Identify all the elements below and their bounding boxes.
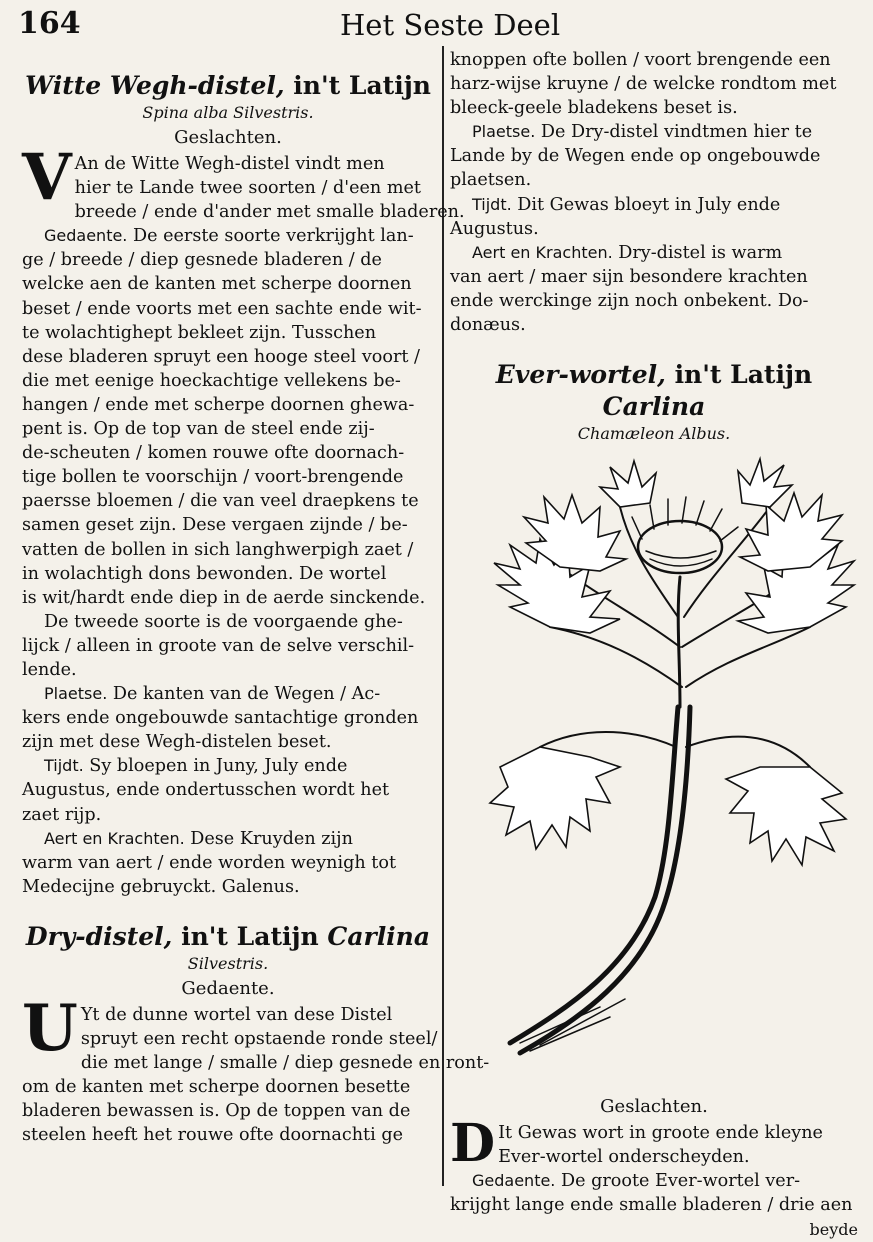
- page-header: [0, 4, 873, 44]
- paragraph-tijdt: [450, 193, 858, 241]
- paragraph-plaetse: [450, 120, 858, 192]
- catchword: beyde: [809, 1219, 858, 1239]
- subheading-gedaente: Gedaente.: [181, 977, 275, 999]
- paragraph-intro: [22, 140, 465, 224]
- text-line: samen geset zijn. Dese vergaen zijnde / be-: [22, 515, 408, 536]
- text-line: om de kanten met scherpe doornen besette: [22, 1077, 411, 1098]
- text-line: It Gewas wort in groote ende kleyne: [498, 1123, 823, 1144]
- paragraph-gedaente: [450, 1169, 858, 1217]
- text-line: bleeck-geele bladekens beset is.: [450, 98, 738, 119]
- text-line: vatten de bollen in sich langhwerpigh zaet /: [22, 539, 414, 560]
- paragraph-aert: [22, 827, 434, 899]
- text-line: welcke aen de kanten met scherpe doornen: [22, 274, 412, 295]
- label-tijdt: Tijdt.: [472, 194, 512, 214]
- text-line: Augustus, ende ondertusschen wordt het: [22, 780, 390, 801]
- drop-cap: D: [450, 1113, 496, 1175]
- paragraph-plaetse: [22, 682, 434, 754]
- text-line: lende.: [22, 659, 77, 680]
- text-line: Lande by de Wegen ende op ongebouwde: [450, 146, 821, 167]
- drop-cap: V: [22, 140, 72, 215]
- text-line: donæus.: [450, 315, 526, 336]
- text-line: ende werckinge zijn noch onbekent. Do-: [450, 290, 809, 311]
- text-line: Aert en Krachten. Dese Kruyden zijn: [44, 828, 353, 849]
- text-line: Yt de dunne wortel van dese Distel: [80, 1004, 393, 1025]
- subheading-geslachten: Geslachten.: [174, 127, 282, 148]
- text-line: spruyt een recht opstaende ronde steel/: [80, 1029, 438, 1049]
- text-line: knoppen ofte bollen / voort brengende een: [450, 50, 831, 70]
- paragraph-continuation: [450, 48, 858, 120]
- label-plaetse: Plaetse.: [472, 122, 536, 142]
- text-line: Plaetse. De kanten van de Wegen / Ac-: [44, 684, 381, 705]
- text-line: zaet rijp.: [22, 804, 102, 825]
- latin-name: Spina alba Silvestris.: [142, 103, 314, 122]
- text-line: lijck / alleen in groote van de selve verschil-: [22, 635, 415, 656]
- text-line: Gedaente. De eerste soorte verkrijght lan-: [44, 226, 414, 247]
- text-line: beset / ende voorts met een sachte ende wit-: [22, 298, 422, 319]
- text-line: hier te Lande twee soorten / d'een met: [74, 178, 421, 199]
- text-line: tige bollen te voorschijn / voort-brengende: [22, 467, 404, 488]
- section-title-ever-wortel: Ever-wortel, in't Latijn Carlina: [495, 360, 813, 422]
- latin-name: Chamæleon Albus.: [577, 424, 731, 444]
- text-line: paersse bloemen / die van veel draepkens te: [22, 491, 419, 512]
- text-line: warm van aert / ende worden weynigh tot: [22, 852, 397, 873]
- text-line: bladeren bewassen is. Op de toppen van de: [22, 1101, 411, 1122]
- text-line: krijght lange ende smalle bladeren / drie aen: [450, 1195, 853, 1216]
- text-line: zijn met dese Wegh-distelen beset.: [22, 732, 332, 753]
- plant-woodcut-illustration: [450, 447, 858, 1087]
- text-line: plaetsen.: [450, 170, 532, 191]
- subheading-geslachten: Geslachten.: [600, 1096, 708, 1118]
- text-line: is wit/hardt ende diep in de aerde sinckende.: [22, 587, 426, 608]
- text-line: An de Witte Wegh-distel vindt men: [74, 154, 385, 174]
- label-aert: Aert en Krachten.: [44, 828, 185, 848]
- text-line: Tijdt. Dit Gewas bloeyt in July ende: [472, 194, 781, 215]
- text-line: dese bladeren spruyt een hooge steel voort /: [22, 346, 420, 367]
- text-line: Medecijne gebruyckt. Galenus.: [22, 876, 300, 897]
- text-line: de-scheuten / komen rouwe ofte doornach-: [22, 443, 405, 464]
- section-title-dry-distel: Dry-distel, in't Latijn Carlina: [25, 921, 431, 951]
- drop-cap: U: [22, 990, 78, 1066]
- text-line: Ever-wortel onderscheyden.: [498, 1147, 750, 1168]
- text-line: De tweede soorte is de voorgaende ghe-: [44, 611, 403, 632]
- text-line: in wolachtigh dons bewonden. De wortel: [22, 563, 387, 584]
- text-line: harz-wijse kruyne / de welcke rondtom met: [450, 74, 837, 95]
- text-line: ge / breede / diep gesnede bladeren / de: [22, 250, 382, 271]
- paragraph-dry-distel-intro: [22, 990, 490, 1148]
- text-line: pent is. Op de top van de steel ende zij-: [22, 419, 375, 440]
- text-line: die met lange / smalle / diep gesnede en ront-: [80, 1053, 490, 1074]
- latin-name: Silvestris.: [187, 953, 269, 973]
- text-line: hangen / ende met scherpe doornen ghewa-: [22, 394, 415, 415]
- paragraph-tijdt: [22, 754, 434, 826]
- page-number: 164: [18, 6, 81, 41]
- paragraph-ever-wortel-intro: [450, 1113, 858, 1175]
- paragraph-gedaente: [22, 224, 434, 610]
- label-tijdt: Tijdt.: [44, 756, 84, 776]
- text-line: die met eenige hoeckachtige vellekens be-: [22, 370, 401, 391]
- text-line: steelen heeft het rouwe ofte doornachti ge: [22, 1125, 404, 1146]
- text-line: Augustus.: [450, 218, 539, 239]
- label-plaetse: Plaetse.: [44, 684, 108, 704]
- label-gedaente: Gedaente.: [44, 226, 128, 246]
- section-title-witte-wegh-distel: Witte Wegh-distel, in't Latijn: [25, 71, 431, 100]
- text-line: Gedaente. De groote Ever-wortel ver-: [472, 1171, 801, 1192]
- label-aert: Aert en Krachten.: [472, 242, 613, 262]
- paragraph-aert: [450, 241, 858, 337]
- text-line: Plaetse. De Dry-distel vindtmen hier te: [472, 122, 813, 143]
- text-line: te wolachtighept bekleet zijn. Tusschen: [22, 322, 377, 343]
- text-line: van aert / maer sijn besondere krachten: [450, 266, 808, 287]
- text-line: kers ende ongebouwde santachtige gronden: [22, 708, 419, 729]
- paragraph-tweede-soorte: [22, 610, 434, 682]
- running-title: Het Seste Deel: [340, 8, 561, 42]
- label-gedaente: Gedaente.: [472, 1171, 556, 1191]
- text-line: Aert en Krachten. Dry-distel is warm: [472, 242, 783, 263]
- text-line: Tijdt. Sy bloepen in Juny, July ende: [44, 756, 348, 777]
- right-column: [450, 48, 858, 1242]
- text-line: breede / ende d'ander met smalle bladeren.: [74, 202, 465, 223]
